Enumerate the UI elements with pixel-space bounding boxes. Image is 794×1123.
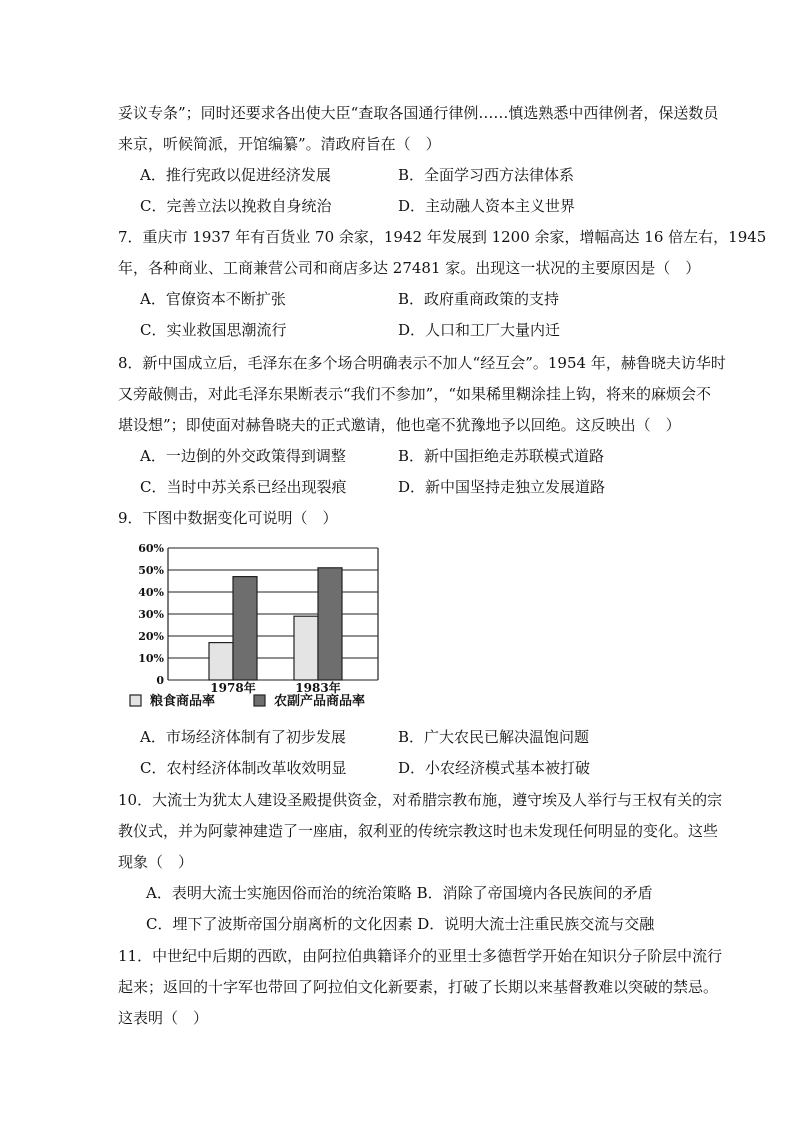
commodity-rate-bar-chart (128, 540, 388, 715)
q11-stem-line-3: 这表明（ ） (118, 1009, 209, 1027)
chart-bars (209, 568, 342, 680)
legend-label: 粮食商品率 (150, 694, 216, 709)
q8-stem-line-1: 8．新中国成立后，毛泽东在多个场合明确表示不加人“经互会”。1954 年，赫鲁晓夫访华时 (118, 354, 726, 372)
q7-option-c: C．实业救国思潮流行 (140, 321, 287, 339)
q6-option-b: B．全面学习西方法律体系 (398, 166, 575, 184)
q6-stem-line-2: 来京，听候简派，开馆编纂”。清政府旨在（ ） (118, 135, 441, 153)
y-tick-label: 30% (138, 608, 164, 621)
q9-option-b: B．广大农民已解决温饱问题 (398, 728, 590, 746)
y-tick-label: 20% (138, 630, 164, 643)
q10-stem-line-3: 现象（ ） (118, 853, 194, 871)
y-tick-label: 40% (138, 586, 164, 599)
q6-option-a: A．推行宪政以促进经济发展 (140, 166, 331, 184)
q11-stem-line-2: 起来；返回的十字军也带回了阿拉伯文化新要素，打破了长期以来基督教难以突破的禁忌。 (118, 978, 719, 996)
y-tick-label: 60% (138, 542, 164, 555)
q8-option-b: B．新中国拒绝走苏联模式道路 (398, 447, 605, 465)
bar (294, 616, 318, 680)
q10-stem-line-2: 教仪式，并为阿蒙神建造了一座庙，叙利亚的传统宗教这时也未发现任何明显的变化。这些 (118, 822, 719, 840)
y-tick-label: 0 (156, 674, 164, 687)
q6-stem-line-1: 妥议专条”；同时还要求各出使大臣“查取各国通行律例……慎选熟悉中西律例者，保送数员 (118, 104, 719, 122)
legend-swatch (254, 695, 265, 706)
category-label: 1983年 (295, 681, 341, 695)
q10-stem-line-1: 10．大流士为犹太人建设圣殿提供资金，对希腊宗教布施，遵守埃及人举行与王权有关的宗 (118, 791, 723, 809)
y-tick-label: 10% (138, 652, 164, 665)
bar (209, 643, 233, 680)
chart-legend (130, 693, 365, 709)
q7-option-d: D．人口和工厂大量内迁 (398, 321, 561, 339)
q9-option-c: C．农村经济体制改革收效明显 (140, 759, 347, 777)
q7-stem-line-1: 7．重庆市 1937 年有百货业 70 余家，1942 年发展到 1200 余家，增幅高达 16 倍左右，1945 (118, 228, 767, 246)
q9-stem: 9．下图中数据变化可说明（ ） (118, 509, 338, 527)
chart-category-labels (210, 680, 340, 695)
chart-gridlines (168, 548, 378, 680)
q10-option-cd: C．埋下了波斯帝国分崩离析的文化因素 D．说明大流士注重民族交流与交融 (146, 915, 655, 933)
q8-stem-line-3: 堪设想”；即使面对赫鲁晓夫的正式邀请，他也毫不犹豫地予以回绝。这反映出（ ） (118, 416, 681, 434)
q9-option-a: A．市场经济体制有了初步发展 (140, 728, 346, 746)
q6-option-d: D．主动融人资本主义世界 (398, 197, 576, 215)
q7-option-a: A．官僚资本不断扩张 (140, 290, 286, 308)
bar (318, 568, 342, 680)
q8-option-d: D．新中国坚持走独立发展道路 (398, 478, 606, 496)
legend-label: 农副产品商品率 (274, 694, 366, 709)
q7-option-b: B．政府重商政策的支持 (398, 290, 560, 308)
legend-swatch (130, 695, 141, 706)
bar (233, 577, 257, 680)
y-tick-label: 50% (138, 564, 164, 577)
category-label: 1978年 (210, 681, 256, 695)
chart-y-ticks (138, 542, 164, 687)
q6-option-c: C．完善立法以挽救自身统治 (140, 197, 332, 215)
q7-stem-line-2: 年，各种商业、工商兼营公司和商店多达 27481 家。出现这一状况的主要原因是（ ） (118, 259, 701, 277)
q11-stem-line-1: 11．中世纪中后期的西欧，由阿拉伯典籍译介的亚里士多德哲学开始在知识分子阶层中流行 (118, 947, 723, 965)
q9-option-d: D．小农经济模式基本被打破 (398, 759, 591, 777)
q10-option-ab: A．表明大流士实施因俗而治的统治策略 B．消除了帝国境内各民族间的矛盾 (146, 884, 653, 902)
q8-stem-line-2: 又旁敲侧击，对此毛泽东果断表示“我们不参加”，“如果稀里糊涂挂上钩，将来的麻烦会不 (118, 385, 712, 403)
q8-option-a: A．一边倒的外交政策得到调整 (140, 447, 346, 465)
q8-option-c: C．当时中苏关系已经出现裂痕 (140, 478, 347, 496)
